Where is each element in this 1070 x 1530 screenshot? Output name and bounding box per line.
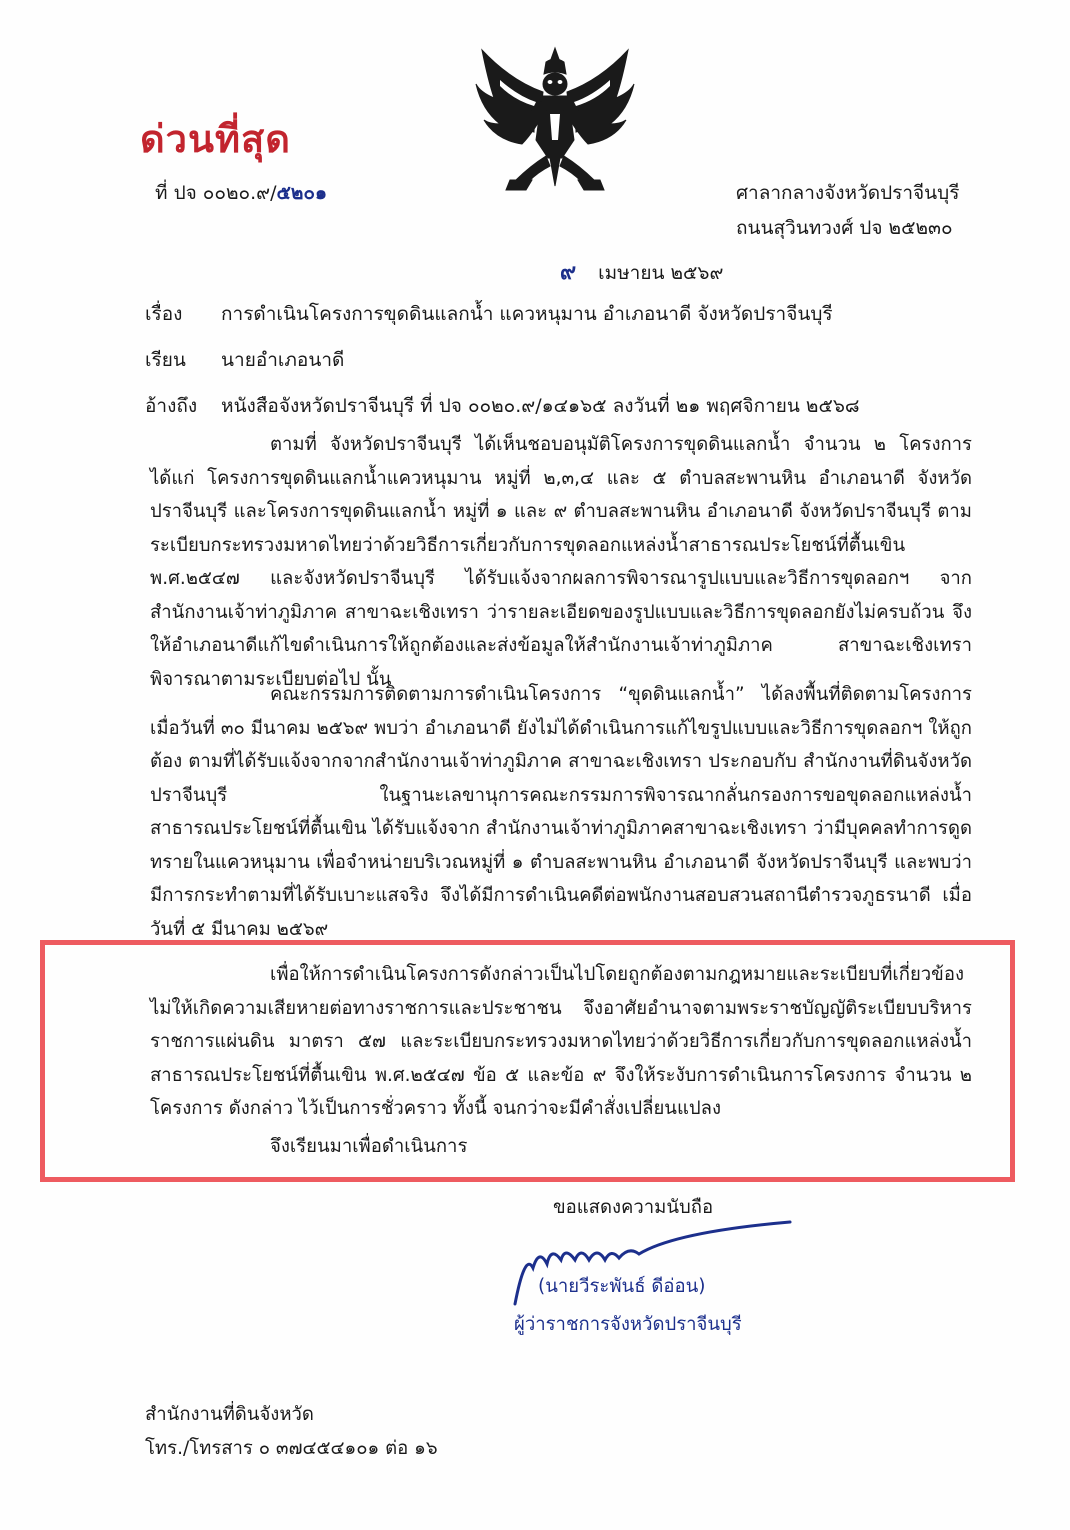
paragraph-1 [150, 428, 972, 696]
paragraph-3-text: เพื่อให้การดำเนินโครงการดังกล่าวเป็นไปโดยถูกต้องตามกฎหมายและระเบียบที่เกี่ยวข้อง ไม่ให้เกิดความเสียหายต่อทางราชการและประชาชน จึงอาศัยอำนาจตามพระราชบัญญัติระเบียบบริหารราชการแผ่นดิน มาตรา ๕๗ และระเบียบกระทรวงมหาดไทยว่าด้วยวิธีการเกี่ยวกับการขุดลอกแหล่งน้ำสาธารณประโยชน์ที่ตื้นเขิน พ.ศ.๒๕๔๗ ข้อ ๕ และข้อ ๙ จึงให้ระงับการดำเนินการโครงการ จำนวน ๒ โครงการ ดังกล่าว ไว้เป็นการชั่วคราว ทั้งนี้ จนกว่าจะมีคำสั่งเปลี่ยนแปลง [150, 964, 972, 1119]
recipient-line [145, 345, 344, 375]
recipient-label: เรียน [145, 349, 186, 371]
footer-phone: โทร./โทรสาร ๐ ๓๗๔๕๔๑๐๑ ต่อ ๑๖ [145, 1438, 438, 1459]
document-number [155, 178, 327, 208]
highlight-box [40, 940, 1015, 1182]
urgency-stamp: ด่วนที่สุด [140, 117, 291, 161]
date-month-year: เมษายน ๒๕๖๙ [598, 262, 724, 284]
paragraph-1-text: ตามที่ จังหวัดปราจีนบุรี ได้เห็นชอบอนุมัติโครงการขุดดินแลกน้ำ จำนวน ๒ โครงการ ได้แก่ โครงการขุดดินแลกน้ำแควหนุมาน หมู่ที่ ๒,๓,๔ และ ๕ ตำบลสะพานหิน อำเภอนาดี จังหวัดปราจีนบุรี และโครงการขุดดินแลกน้ำ หมู่ที่ ๑ และ ๙ ตำบลสะพานหิน อำเภอนาดี จังหวัดปราจีนบุรี ตามระเบียบกระทรวงมหาดไทยว่าด้วยวิธีการเกี่ยวกับการขุดลอกแหล่งน้ำสาธารณประโยชน์ที่ตื้นเขิน พ.ศ.๒๕๔๗ และจังหวัดปราจีนบุรี ได้รับแจ้งจากผลการพิจารณารูปแบบและวิธีการขุดลอกฯ จากสำนักงานเจ้าท่าภูมิภาค สาขาฉะเชิงเทรา ว่ารายละเอียดของรูปแบบและวิธีการขุดลอกยังไม่ครบถ้วน จึงให้อำเภอนาดีแก้ไขดำเนินการให้ถูกต้องและส่งข้อมูลให้สำนักงานเจ้าท่าภูมิภาค สาขาฉะเชิงเทราพิจารณาตามระเบียบต่อไป นั้น [150, 434, 972, 690]
date-day: ๙ [560, 260, 577, 285]
signer-name: (นายวีระพันธ์ ดีอ่อน) [538, 1276, 706, 1297]
subject-line [145, 299, 833, 329]
sender-address [736, 176, 959, 246]
reference-label: อ้างถึง [145, 395, 198, 417]
garuda-emblem-icon [470, 40, 640, 200]
address-line-2: ถนนสุวินทวงศ์ ปจ ๒๕๒๓๐ [736, 217, 953, 239]
document-number-handwritten: ๕๒๐๑ [276, 182, 328, 204]
reference-text: หนังสือจังหวัดปราจีนบุรี ที่ ปจ ๐๐๒๐.๙/๑๔๑๖๕ ลงวันที่ ๒๑ พฤศจิกายน ๒๕๖๘ [221, 395, 860, 417]
paragraph-2 [150, 678, 972, 946]
respect-line: ขอแสดงความนับถือ [553, 1197, 714, 1218]
signer-position: ผู้ว่าราชการจังหวัดปราจีนบุรี [514, 1314, 742, 1335]
closing-line: จึงเรียนมาเพื่อดำเนินการ [270, 1136, 468, 1157]
subject-label: เรื่อง [145, 303, 183, 325]
footer-office: สำนักงานที่ดินจังหวัด [145, 1404, 314, 1425]
recipient-text: นายอำเภอนาดี [221, 349, 345, 371]
document-number-label: ที่ ปจ ๐๐๒๐.๙/ [155, 182, 277, 204]
paragraph-2-text: คณะกรรมการติดตามการดำเนินโครงการ “ขุดดินแลกน้ำ” ได้ลงพื้นที่ติดตามโครงการ เมื่อวันที่ ๓๐ มีนาคม ๒๕๖๙ พบว่า อำเภอนาดี ยังไม่ได้ดำเนินการแก้ไขรูปแบบและวิธีการขุดลอกฯ ให้ถูกต้อง ตามที่ได้รับแจ้งจากจากสำนักงานเจ้าท่าภูมิภาค สาขาฉะเชิงเทรา ประกอบกับ สำนักงานที่ดินจังหวัดปราจีนบุรี ในฐานะเลขานุการคณะกรรมการพิจารณากลั่นกรองการขอขุดลอกแหล่งน้ำสาธารณประโยชน์ที่ตื้นเขิน ได้รับแจ้งจาก สำนักงานเจ้าท่าภูมิภาคสาขาฉะเชิงเทรา ว่ามีบุคคลทำการดูดทรายในแควหนุมาน เพื่อจำหน่ายบริเวณหมู่ที่ ๑ ตำบลสะพานหิน อำเภอนาดี จังหวัดปราจีนบุรี และพบว่ามีการกระทำตามที่ได้รับเบาะแสจริง จึงได้มีการดำเนินคดีต่อพนักงานสอบสวนสถานีตำรวจภูธรนาดี เมื่อวันที่ ๕ มีนาคม ๒๕๖๙ [150, 684, 972, 940]
subject-text: การดำเนินโครงการขุดดินแลกน้ำ แควหนุมาน อำเภอนาดี จังหวัดปราจีนบุรี [221, 303, 833, 325]
reference-line [145, 391, 860, 421]
letter-date [560, 254, 723, 289]
address-line-1: ศาลากลางจังหวัดปราจีนบุรี [736, 182, 960, 204]
